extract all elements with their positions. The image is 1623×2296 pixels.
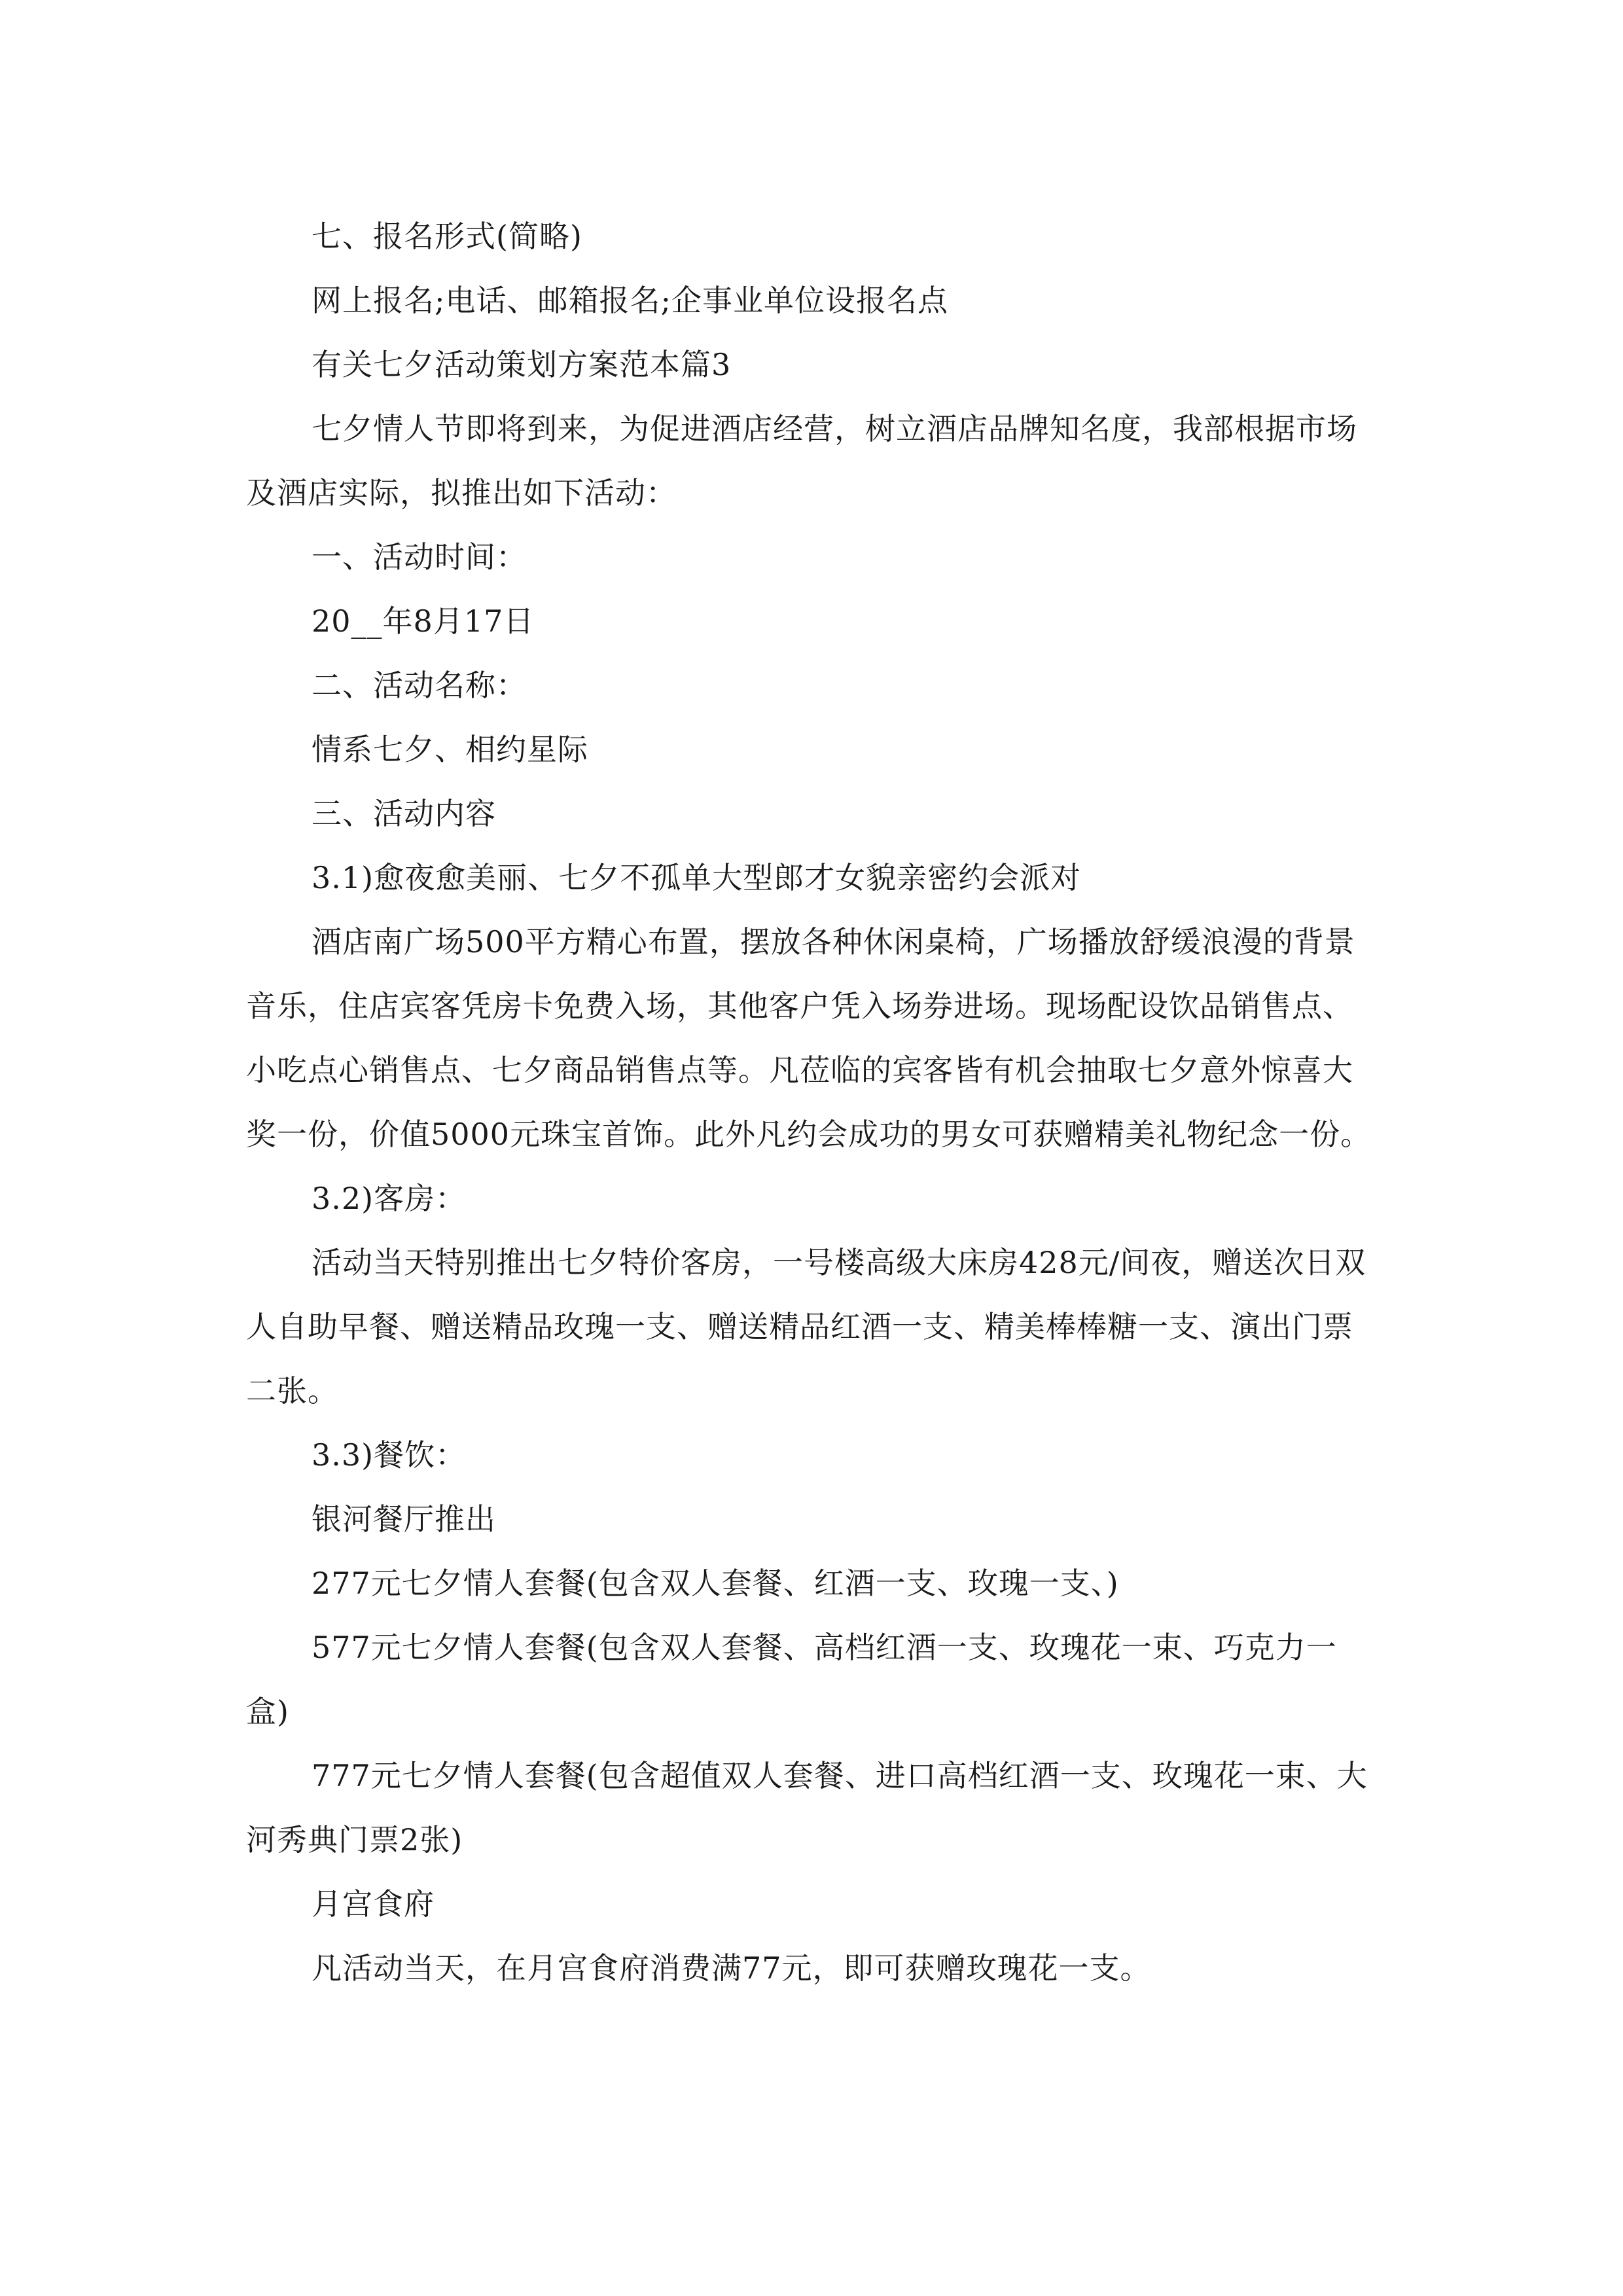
paragraph-activity-name: 情系七夕、相约星际	[312, 732, 588, 767]
subheading-dining: 3.3)餐饮：	[312, 1437, 467, 1473]
article-title: 有关七夕活动策划方案范本篇3	[312, 347, 732, 382]
paragraph-registration-methods: 网上报名;电话、邮箱报名;企事业单位设报名点	[312, 283, 948, 318]
paragraph-package-577: 577元七夕情人套餐(包含双人套餐、高档红酒一支、玫瑰花一束、巧克力一盒)	[246, 1630, 1337, 1729]
paragraph-package-277: 277元七夕情人套餐(包含双人套餐、红酒一支、玫瑰一支、)	[312, 1566, 1119, 1601]
paragraph-moon-palace: 月宫食府	[312, 1886, 435, 1922]
paragraph-date: 20__年8月17日	[312, 603, 535, 639]
section-heading-time: 一、活动时间：	[312, 539, 527, 575]
document-body	[246, 204, 1377, 2000]
paragraph-room-details: 活动当天特别推出七夕特价客房，一号楼高级大床房428元/间夜，赠送次日双人自助早餐、赠送精品玫瑰一支、赠送精品红酒一支、精美棒棒糖一支、演出门票二张。	[246, 1245, 1366, 1408]
section-heading-name: 二、活动名称：	[312, 668, 527, 703]
paragraph-package-777: 777元七夕情人套餐(包含超值双人套餐、进口高档红酒一支、玫瑰花一束、大河秀典门票2张)	[246, 1758, 1368, 1857]
section-heading-registration: 七、报名形式(简略)	[312, 219, 582, 254]
paragraph-galaxy-restaurant: 银河餐厅推出	[312, 1501, 496, 1537]
subheading-party: 3.1)愈夜愈美丽、七夕不孤单大型郎才女貌亲密约会派对	[312, 860, 1082, 895]
paragraph-moon-palace-offer: 凡活动当天，在月宫食府消费满77元，即可获赠玫瑰花一支。	[312, 1950, 1151, 1986]
paragraph-intro: 七夕情人节即将到来，为促进酒店经营，树立酒店品牌知名度，我部根据市场及酒店实际，拟推出如下活动：	[246, 411, 1357, 511]
section-heading-content: 三、活动内容	[312, 796, 496, 831]
subheading-rooms: 3.2)客房：	[312, 1181, 467, 1216]
paragraph-party-details: 酒店南广场500平方精心布置，摆放各种休闲桌椅，广场播放舒缓浪漫的背景音乐，住店宾客凭房卡免费入场，其他客户凭入场券进场。现场配设饮品销售点、小吃点心销售点、七夕商品销售点等。凡莅临的宾客皆有机会抽取七夕意外惊喜大奖一份，价值5000元珠宝首饰。此外凡约会成功的男女可获赠精美礼物纪念一份。	[246, 924, 1372, 1152]
